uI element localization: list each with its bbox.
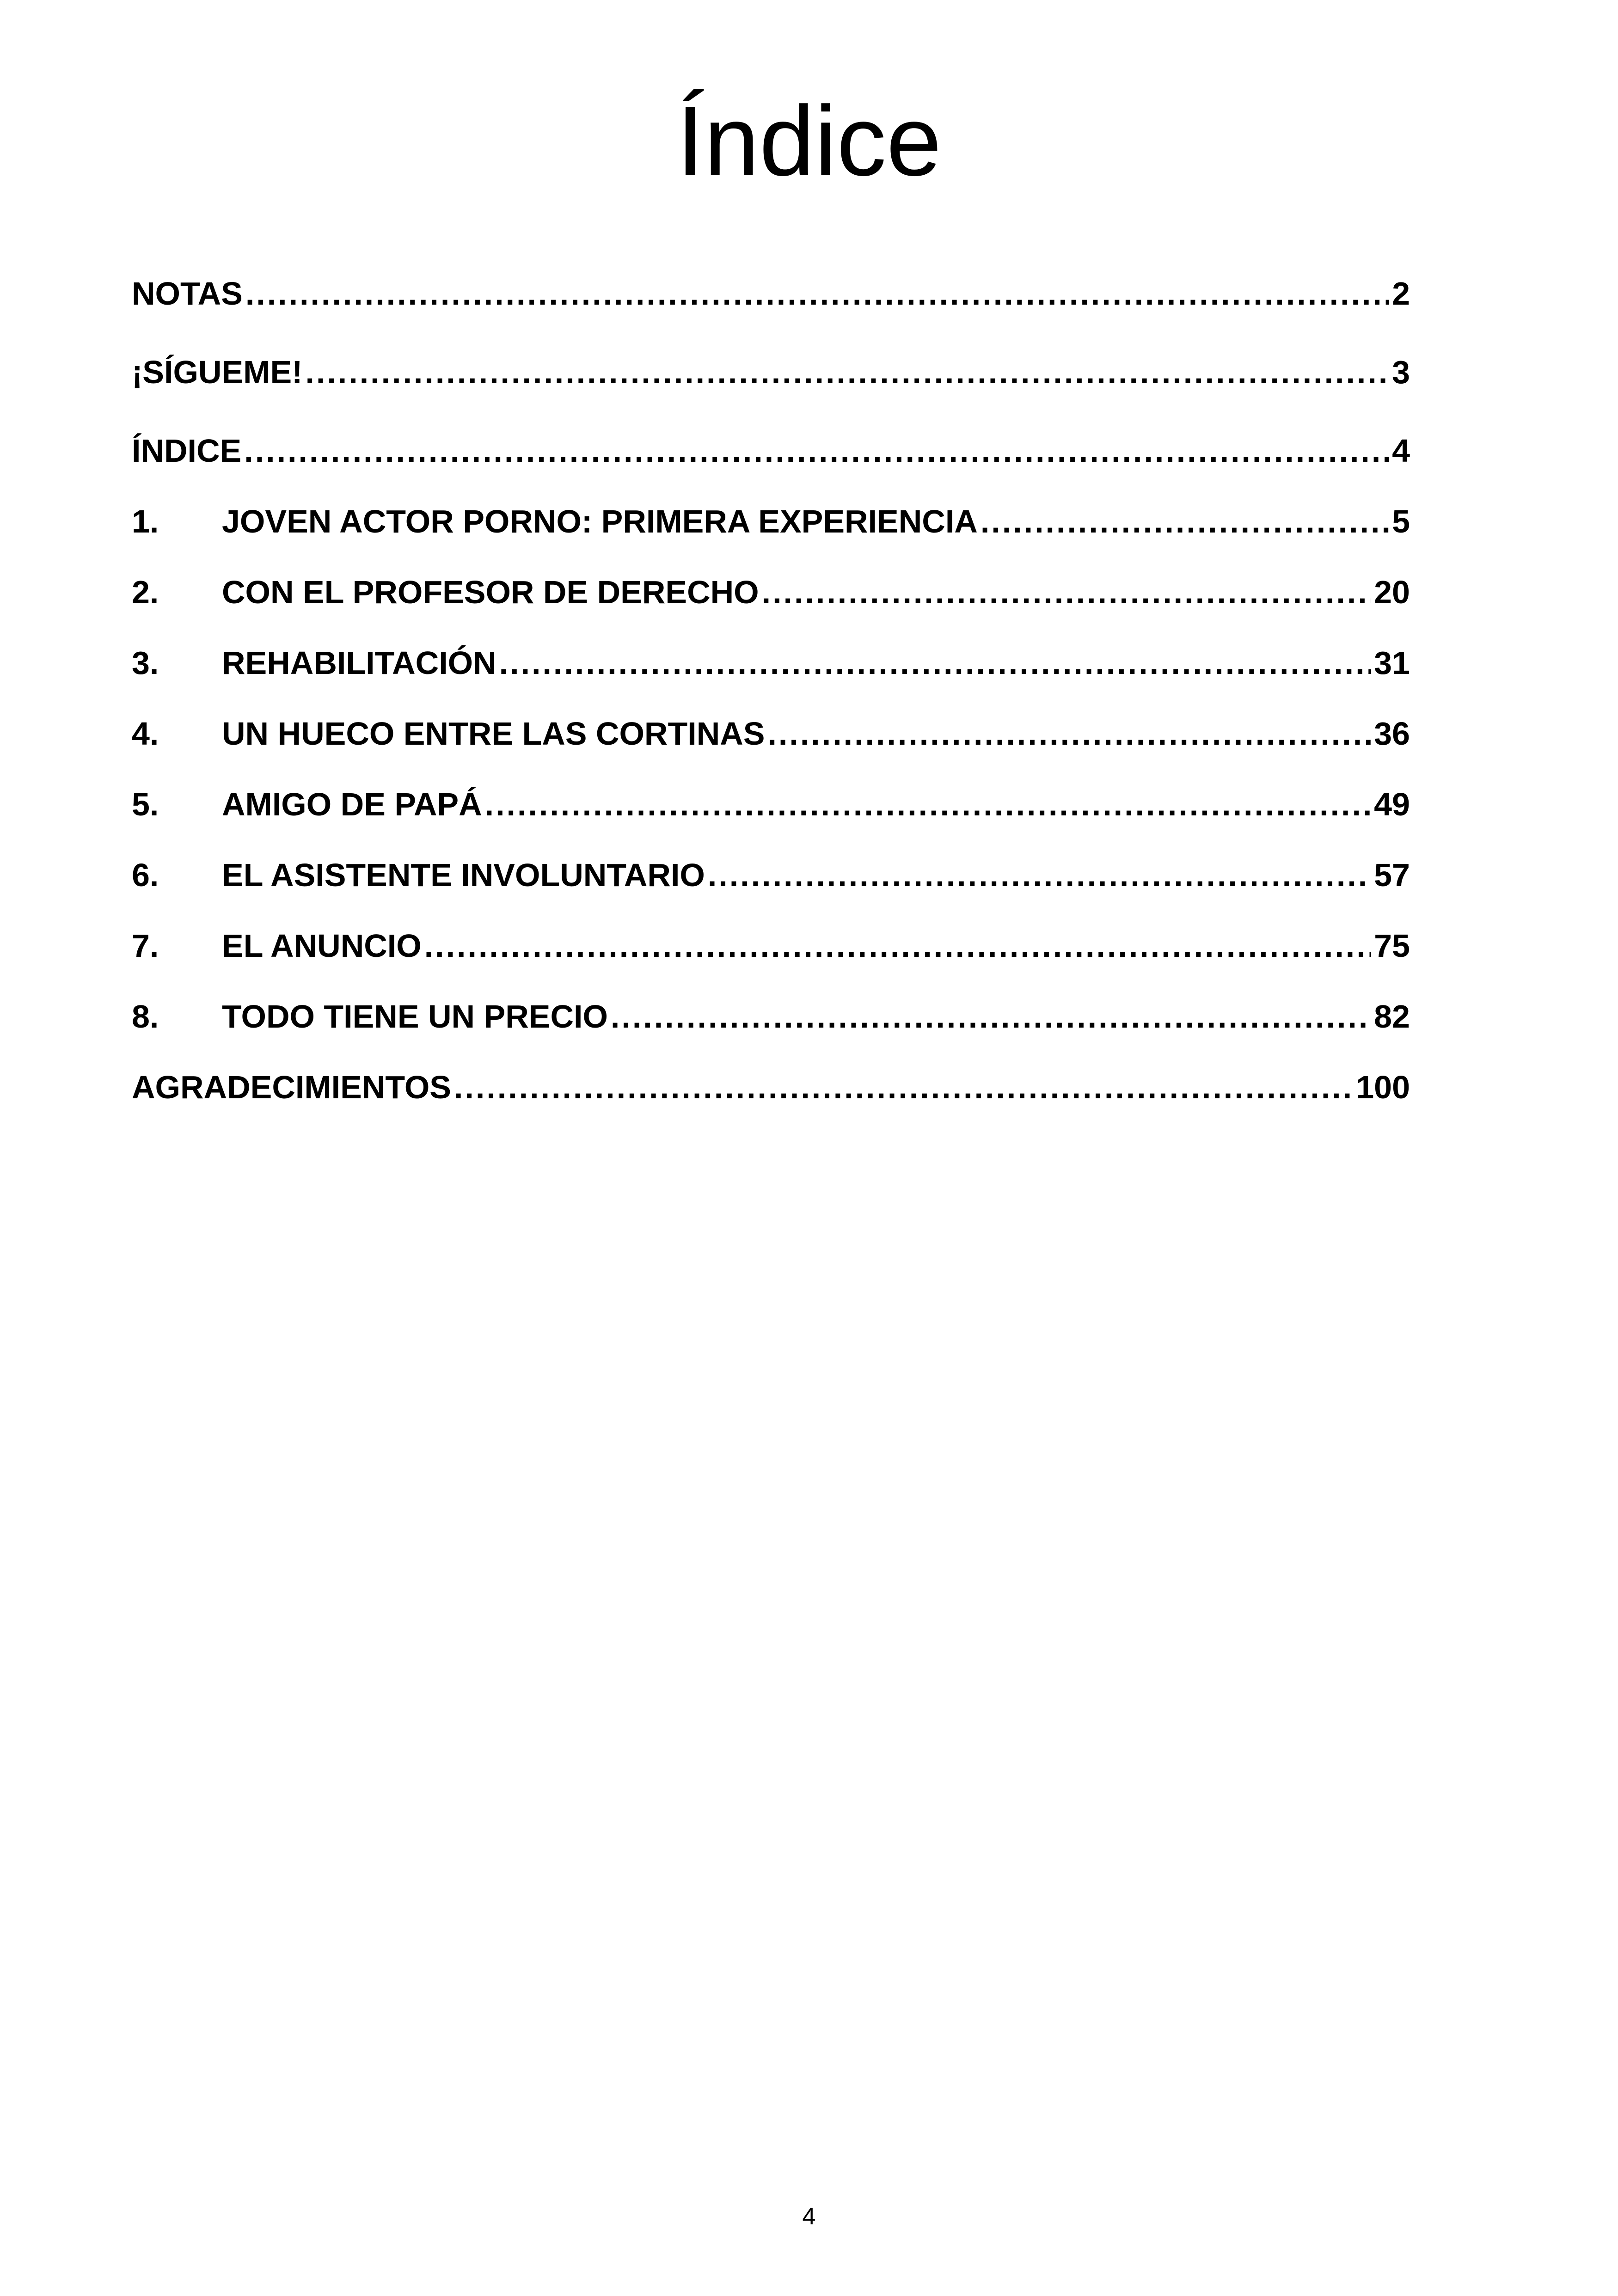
toc-entry-page: 49 [1374,786,1410,822]
table-of-contents [132,0,1410,1156]
toc-entry-agradecimientos[interactable] [132,1057,1410,1108]
toc-entry-number: 3. [132,645,159,681]
toc-entry-sigueme[interactable] [132,342,1410,393]
toc-entry-number: 4. [132,716,159,752]
toc-entry-label: TODO TIENE UN PRECIO [222,998,608,1035]
toc-entry-page: 4 [1392,433,1410,469]
toc-dot-leader [611,996,1371,1037]
toc-dot-leader [305,351,1389,393]
toc-dot-leader [981,501,1389,542]
toc-entry-page: 5 [1392,503,1410,539]
toc-entry-chapter-1[interactable] [132,491,1410,542]
toc-entry-label: EL ASISTENTE INVOLUNTARIO [222,857,705,893]
toc-entry-number: 6. [132,857,159,893]
toc-entry-number: 2. [132,574,159,610]
toc-entry-page: 36 [1374,716,1410,752]
toc-entry-label: EL ANUNCIO [222,928,422,964]
toc-entry-page: 57 [1374,857,1410,893]
toc-entry-chapter-5[interactable] [132,774,1410,825]
toc-entry-label: NOTAS [132,276,243,312]
toc-entry-page: 75 [1374,928,1410,964]
toc-entry-number: 8. [132,998,159,1035]
toc-dot-leader [762,571,1371,613]
toc-entry-page: 2 [1392,276,1410,312]
toc-entry-label: ÍNDICE [132,433,242,469]
toc-entry-page: 20 [1374,574,1410,610]
page-number: 4 [802,2203,816,2230]
toc-entry-chapter-7[interactable] [132,916,1410,967]
toc-entry-notas[interactable] [132,263,1410,314]
toc-entry-chapter-3[interactable] [132,633,1410,684]
toc-entry-chapter-4[interactable] [132,704,1410,754]
toc-entry-chapter-2[interactable] [132,562,1410,613]
toc-entry-number: 7. [132,928,159,964]
toc-entry-page: 100 [1356,1069,1410,1105]
toc-entry-label: ¡SÍGUEME! [132,354,303,390]
page-title: Índice [676,85,942,196]
toc-entry-page: 3 [1392,354,1410,390]
toc-dot-leader [485,784,1371,825]
toc-dot-leader [244,430,1389,471]
toc-dot-leader [454,1066,1353,1108]
toc-entry-label: REHABILITACIÓN [222,645,496,681]
toc-dot-leader [424,925,1371,967]
toc-entry-page: 82 [1374,998,1410,1035]
toc-entry-indice[interactable] [132,421,1410,471]
toc-entry-label: CON EL PROFESOR DE DERECHO [222,574,759,610]
toc-entry-label: UN HUECO ENTRE LAS CORTINAS [222,716,765,752]
toc-dot-leader [499,642,1371,684]
toc-entry-label: AGRADECIMIENTOS [132,1069,451,1105]
toc-entry-number: 5. [132,786,159,822]
toc-entry-page: 31 [1374,645,1410,681]
toc-dot-leader [245,273,1389,314]
toc-entry-chapter-8[interactable] [132,986,1410,1037]
toc-entry-label: AMIGO DE PAPÁ [222,786,482,822]
toc-entry-number: 1. [132,503,159,539]
toc-entry-chapter-6[interactable] [132,845,1410,896]
toc-entry-label: JOVEN ACTOR PORNO: PRIMERA EXPERIENCIA [222,503,978,539]
toc-dot-leader [767,713,1371,754]
toc-dot-leader [708,854,1371,896]
